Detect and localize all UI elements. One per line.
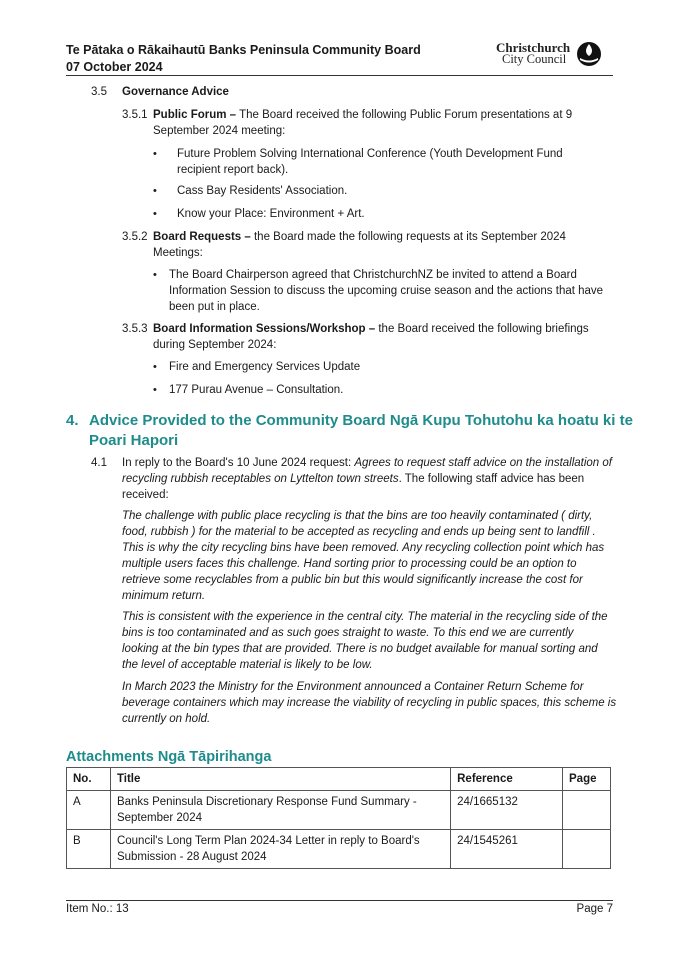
column-header: No. xyxy=(67,768,111,791)
section-4-heading: Advice Provided to the Community Board Ngā Kupu Tohutohu ka hoatu ki te Poari Hapori xyxy=(89,412,633,449)
board-name: Te Pātaka o Rākaihautū Banks Peninsula Community Board xyxy=(66,43,421,57)
bullet: • xyxy=(153,208,157,220)
list-item: Fire and Emergency Services Update xyxy=(169,361,361,373)
list-item: The Board Chairperson agreed that ChristchurchNZ be invited to attend a Board Information Session to discuss the upcoming cruise season and the actions that have been put in place. xyxy=(169,269,604,313)
list-item: 177 Purau Avenue – Consultation. xyxy=(169,384,344,396)
table-row xyxy=(67,830,611,869)
attachments-heading: Attachments Ngā Tāpirihanga xyxy=(66,749,272,765)
council-logo: Christchurch City Council xyxy=(496,41,604,69)
page-number: Page 7 xyxy=(576,903,613,915)
attachment-page xyxy=(563,830,611,869)
item-number: Item No.: 13 xyxy=(66,903,129,915)
list-item: Cass Bay Residents' Association. xyxy=(177,185,348,197)
public-forum-paragraph: Public Forum – The Board received the following Public Forum presentations at 9 September 2024 meeting: xyxy=(153,109,573,137)
subsection-number: 3.5.3 xyxy=(122,323,148,335)
subsection-number: 3.5.2 xyxy=(122,231,148,243)
briefings-paragraph: Board Information Sessions/Workshop – the Board received the following briefings during September 2024: xyxy=(153,323,589,351)
staff-advice-quote-2: This is consistent with the experience in the central city. The material in the recycling side of the bins is too contaminated and as such goes straight to waste. To this end we are currently looking at the bin types that are provided. There is no budget available for manual sorting and the level of acceptable material is likely to be low. xyxy=(122,611,608,671)
subsection-number: 3.5.1 xyxy=(122,109,148,121)
column-header: Page xyxy=(563,768,611,791)
attachment-reference: 24/1665132 xyxy=(451,791,563,830)
list-item: Future Problem Solving International Conference (Youth Development Fund recipient report back). xyxy=(177,148,563,176)
council-emblem-icon xyxy=(576,41,602,67)
bullet: • xyxy=(153,361,157,373)
footer-rule xyxy=(66,900,613,901)
section-4-number: 4. xyxy=(66,412,79,429)
bullet: • xyxy=(153,148,157,160)
column-header: Title xyxy=(110,768,450,791)
table-header-row xyxy=(67,768,611,791)
bullet: • xyxy=(153,185,157,197)
column-header: Reference xyxy=(451,768,563,791)
staff-advice-quote-1: The challenge with public place recycling is that the bins are too heavily contaminated ( dirty, food, rubbish ) for the material to be accepted as recycling and ends up being sent to landfill . This is why the city recycling bins have been removed. Any recycling collection point which has multiple users faces this challenge. Hand sorting prior to processing could be an option to retrieve some recyclables from a public bin but this would significantly increase the cost for minimum return. xyxy=(122,510,605,602)
staff-advice-quote-3: In March 2023 the Ministry for the Environment announced a Container Return Scheme for beverage containers which may increase the viability of recycling in public spaces, this scheme is currently on hold. xyxy=(122,681,617,725)
board-requests-paragraph: Board Requests – the Board made the following requests at its September 2024 Meetings: xyxy=(153,231,566,259)
table-row xyxy=(67,791,611,830)
subsection-number: 4.1 xyxy=(91,457,107,469)
attachments-table xyxy=(66,767,611,869)
request-paragraph: In reply to the Board's 10 June 2024 request: Agrees to request staff advice on the installation of recycling rubbish receptables on Lyttelton town streets. The following staff advice has been received: xyxy=(122,457,612,501)
bullet: • xyxy=(153,269,157,281)
attachment-reference: 24/1545261 xyxy=(451,830,563,869)
list-item: Know your Place: Environment + Art. xyxy=(177,208,365,220)
section-number: 3.5 xyxy=(91,86,107,98)
section-heading: Governance Advice xyxy=(122,86,229,98)
attachment-no: B xyxy=(67,830,111,869)
meeting-date: 07 October 2024 xyxy=(66,60,163,74)
attachment-title: Banks Peninsula Discretionary Response Fund Summary - September 2024 xyxy=(110,791,450,830)
attachment-title: Council's Long Term Plan 2024-34 Letter in reply to Board's Submission - 28 August 2024 xyxy=(110,830,450,869)
header-rule xyxy=(66,75,613,76)
attachment-page xyxy=(563,791,611,830)
bullet: • xyxy=(153,384,157,396)
page-header-title xyxy=(66,42,421,76)
attachment-no: A xyxy=(67,791,111,830)
